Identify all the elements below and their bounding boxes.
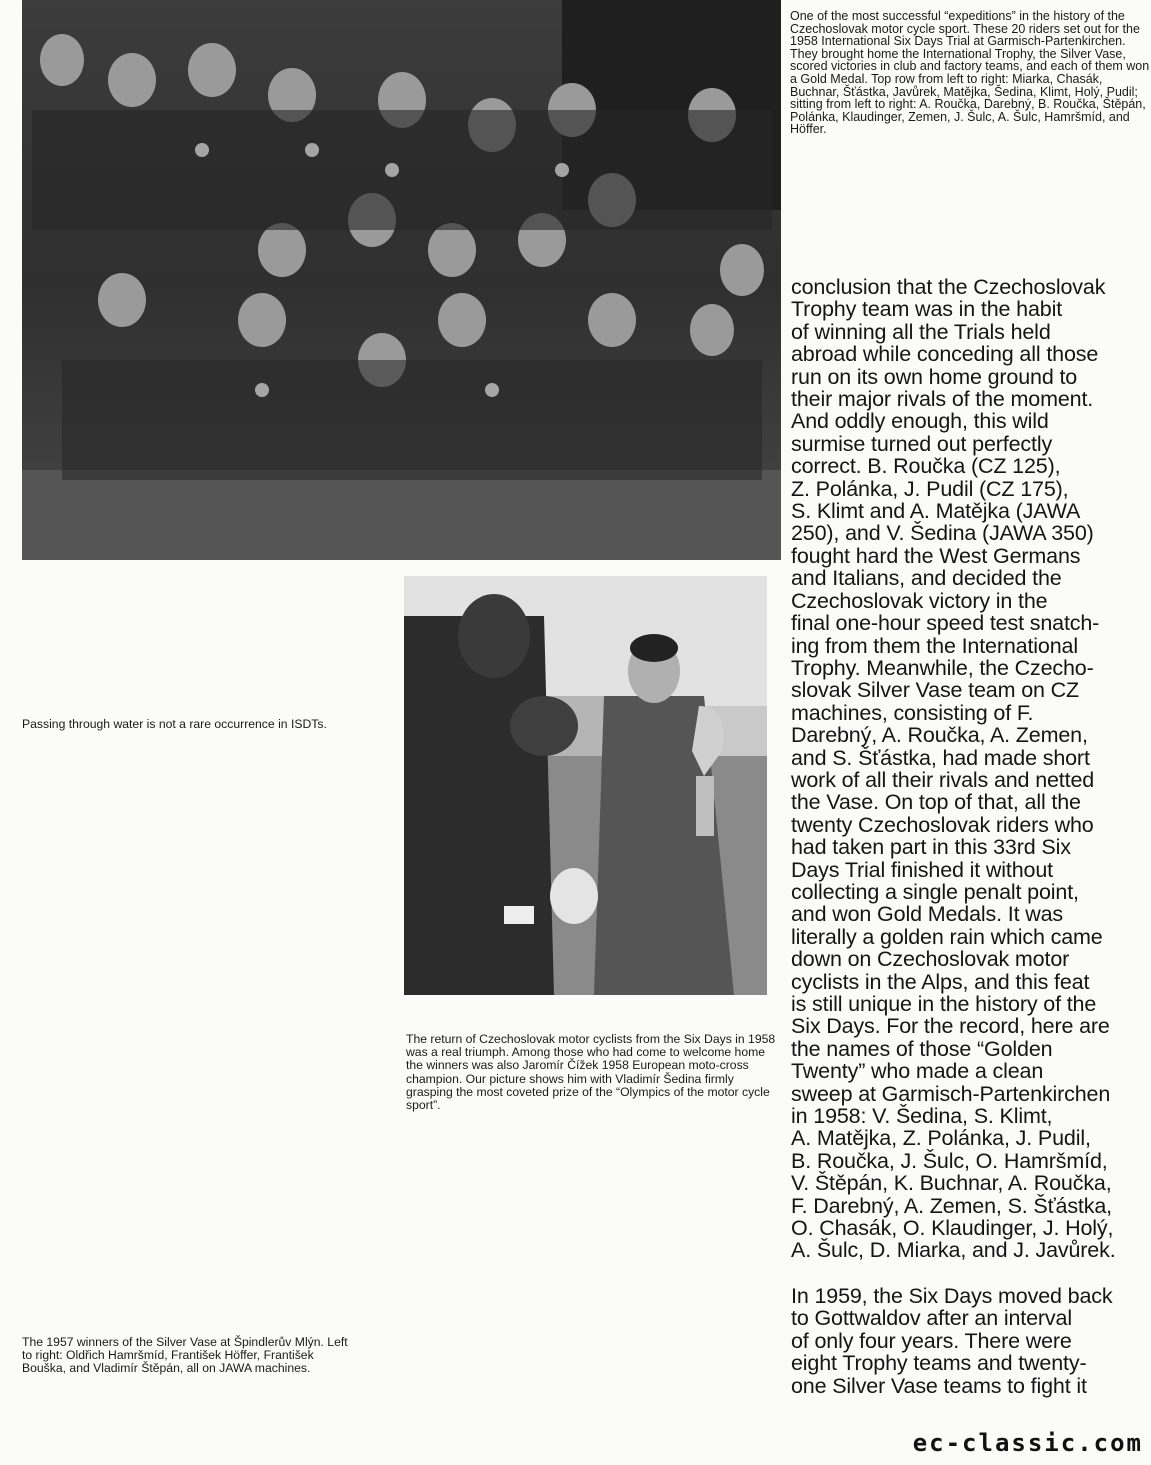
riders-group-photo (22, 0, 781, 560)
water-photo-caption: Passing through water is not a rare occurrence in ISDTs. (22, 717, 327, 731)
site-watermark: ec-classic.com (912, 1429, 1143, 1457)
return-photo-caption: The return of Czechoslovak motor cyclists from the Six Days in 1958 was a real triumph. Among those who had come to welcome home the winners was also Jaromír Čížek 1958 European moto-cross champion. Our picture shows him with Vladimír Šedina firmly grasping the most coveted prize of the “Olympics of the motor cycle sport”. (406, 1032, 776, 1113)
return-photo-graphic (404, 576, 767, 995)
return-celebration-photo (404, 576, 767, 995)
body-paragraph-2: In 1959, the Six Days moved back to Gottwaldov after an interval of only four years. There were eight Trophy teams and twenty- one Silver Vase teams to fight it (791, 1284, 1113, 1398)
body-paragraph-1: conclusion that the Czechoslovak Trophy team was in the habit of winning all the Trials held abroad while conceding all those run on its own home ground to their major rivals of the moment. And oddly enough, this wild surmise turned out perfectly correct. B. Roučka (CZ 125), Z. Polánka, J. Pudil (CZ 175), S. Klimt and A. Matějka (JAWA 250), and V. Šedina (JAWA 350) fought hard the West Germans and Italians, and decided the Czechoslovak victory in the final one-hour speed test snatch- ing from them the International Trophy. Meanwhile, the Czecho- slovak Silver Vase team on CZ machines, consisting of F. Darebný, A. Roučka, A. Zemen, and S. Šťástka, had made short work of all their rivals and netted the Vase. On top of that, all the twenty Czechoslovak riders who had taken part in this 33rd Six Days Trial finished it without collecting a single penalt point, and won Gold Medals. It was literally a golden rain which came down on Czechoslovak motor cyclists in the Alps, and this feat is still unique in the history of the Six Days. For the record, here are the names of those “Golden Twenty” who made a clean sweep at Garmisch-Partenkirchen in 1958: V. Šedina, S. Klimt, A. Matějka, Z. Polánka, J. Pudil, B. Roučka, J. Šulc, O. Hamršmíd, V. Štěpán, K. Buchnar, A. Roučka, F. Darebný, A. Zemen, S. Šťástka, O. Chasák, O. Klaudinger, J. Holý, A. Šulc, D. Miarka, and J. Javůrek. (791, 275, 1116, 1263)
silver-vase-caption: The 1957 winners of the Silver Vase at Špindlerův Mlýn. Left to right: Oldřich Hamršmíd, František Höffer, František Bouška, and Vladimír Štěpán, all on JAWA machines. (22, 1335, 348, 1376)
riders-photo-graphic (22, 0, 781, 560)
riders-photo-caption: One of the most successful “expeditions” in the history of the Czechoslovak motor cycle sport. These 20 riders set out for the 1958 International Six Days Trial at Garmisch-Partenkirchen. They brought home the International Trophy, the Silver Vase, scored victories in club and factory teams, and each of them won a Gold Medal. Top row from left to right: Miarka, Chasák, Buchnar, Šťástka, Javůrek, Matějka, Šedina, Klimt, Holý, Pudil; sitting from left to right: A. Roučka, Darebný, B. Roučka, Štěpán, Polánka, Klaudinger, Zemen, J. Šulc, A. Šulc, Hamršmíd, and Höffer. (790, 9, 1150, 137)
